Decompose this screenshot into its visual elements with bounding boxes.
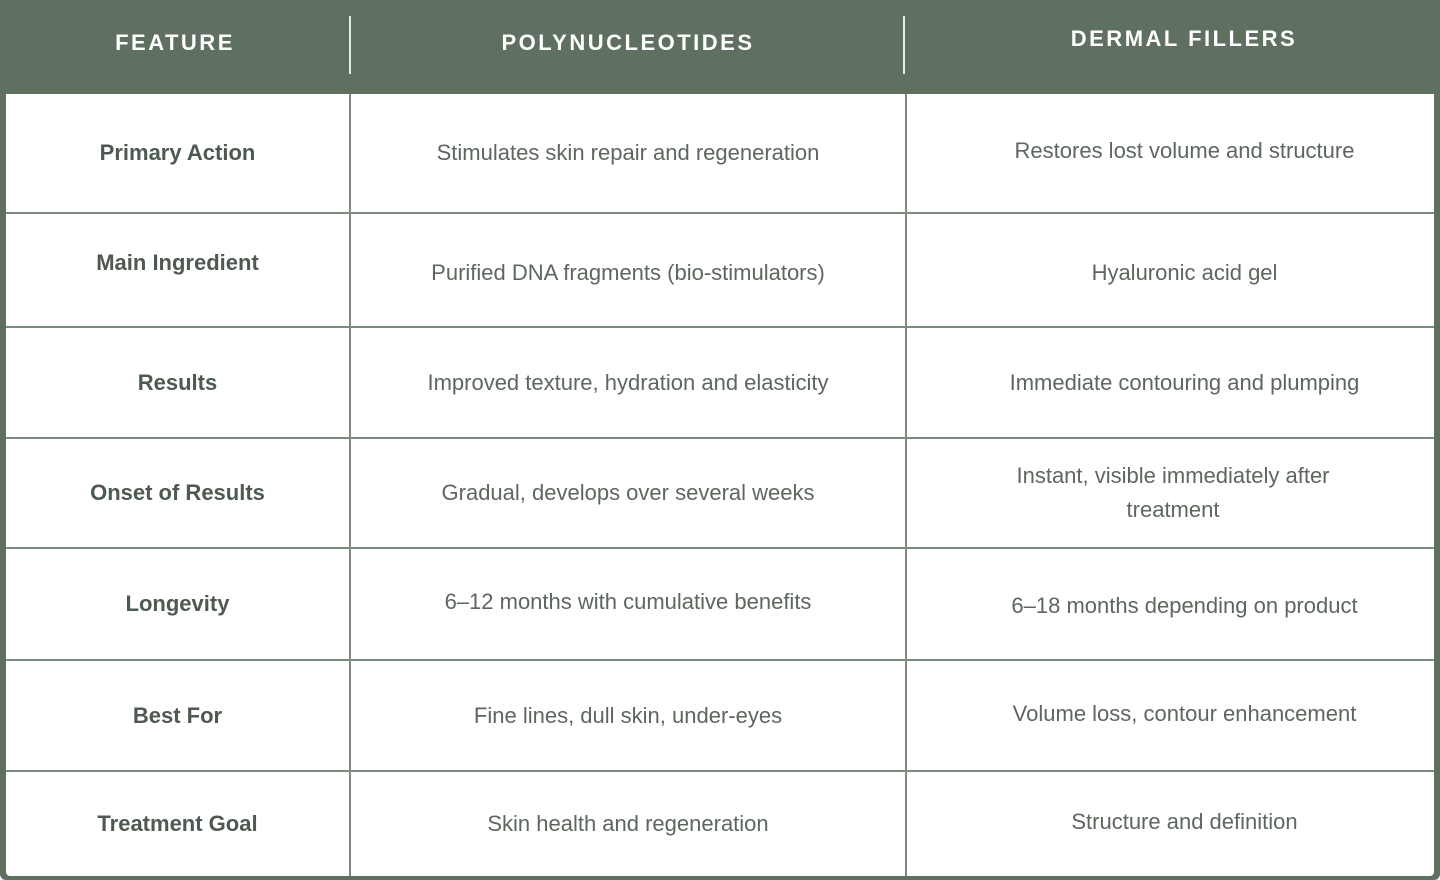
dermal-fillers-cell: Instant, visible immediately after treatment [1016,463,1330,522]
header-dermal-fillers: DERMAL FILLERS [1070,26,1298,51]
feature-label: Longevity [125,591,230,616]
header-feature: FEATURE [115,30,235,55]
polynucleotides-cell: Fine lines, dull skin, under-eyes [473,702,783,728]
header-polynucleotides: POLYNUCLEOTIDES [501,30,755,55]
polynucleotides-cell: 6–12 months with cumulative benefits [444,589,812,614]
dermal-fillers-cell: Hyaluronic acid gel [1091,260,1278,285]
polynucleotides-cell: Improved texture, hydration and elasticity [427,369,829,395]
polynucleotides-cell: Purified DNA fragments (bio-stimulators) [431,260,825,285]
feature-label: Main Ingredient [96,250,259,275]
polynucleotides-cell: Stimulates skin repair and regeneration [436,140,820,165]
feature-label: Primary Action [99,140,256,165]
dermal-fillers-cell: Immediate contouring and plumping [1009,369,1360,395]
table-header [0,0,1440,94]
table-body [6,94,1434,876]
header-divider [903,16,905,74]
polynucleotides-cell: Skin health and regeneration [487,811,769,836]
dermal-fillers-cell: Restores lost volume and structure [1014,138,1355,163]
feature-label: Onset of Results [90,480,265,505]
feature-label: Best For [132,702,223,728]
polynucleotides-cell: Gradual, develops over several weeks [441,480,815,505]
dermal-fillers-cell: Structure and definition [1071,809,1298,834]
dermal-fillers-cell: 6–18 months depending on product [1011,593,1358,618]
feature-label: Treatment Goal [97,811,258,836]
dermal-fillers-cell: Volume loss, contour enhancement [1012,700,1357,726]
feature-label: Results [137,369,218,395]
